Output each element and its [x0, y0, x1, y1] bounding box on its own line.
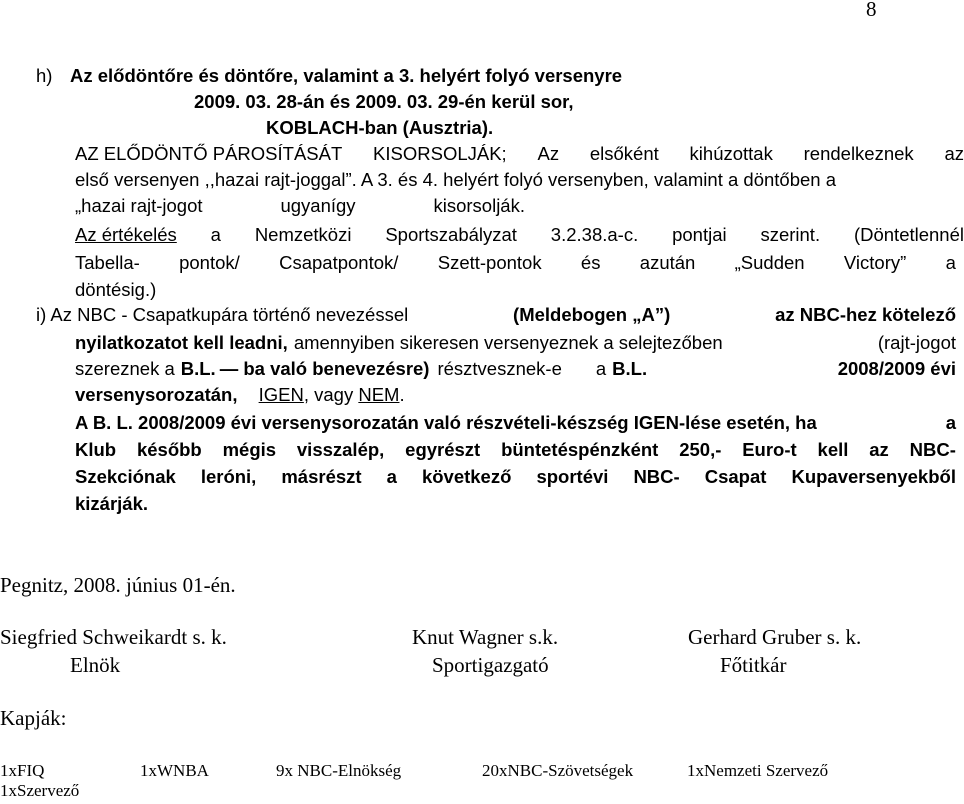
draw-word: kihúzottak: [689, 143, 773, 164]
entry-label: — ba való benevezésre): [219, 358, 430, 379]
draw-word: Az: [537, 143, 560, 164]
paragraph-word: az: [869, 439, 889, 460]
tabella-word: „Sudden: [734, 252, 805, 273]
recipient-item: 1xFIQ: [0, 761, 45, 780]
section-i-line-2: [75, 330, 956, 356]
eval-word: Nemzetközi: [254, 224, 352, 245]
section-h-marker: h): [36, 65, 53, 86]
line3-text: szereznek a: [75, 358, 175, 379]
draw-line-3: [75, 193, 525, 219]
paragraph-text: A B. L. 2008/2009 évi versenysorozatán való részvételi-készség IGEN-lése esetén, ha: [75, 412, 817, 433]
no-option: NEM: [358, 384, 400, 405]
eval-word: pontjai: [672, 224, 727, 245]
qualifier-text: amennyiben sikeresen versenyeznek a selejtezőben: [293, 332, 723, 353]
tabella-word: Tabella-: [75, 252, 140, 273]
draw-line-2: első versenyen ,,hazai rajt-joggal”. A 3. és 4. helyért folyó versenyben, valamint a döntőben a: [75, 169, 837, 190]
draw-word: rendelkeznek: [803, 143, 914, 164]
draw-word: AZ ELŐDÖNTŐ PÁROSÍTÁSÁT: [75, 143, 343, 164]
nbc-mandatory-label: az NBC-hez kötelező: [775, 304, 956, 325]
draw-word: elsőként: [589, 143, 659, 164]
series-label: versenysorozatán,: [75, 384, 238, 405]
section-i-line-4: [75, 382, 405, 408]
declaration-text: nyilatkozatot kell leadni,: [75, 332, 288, 353]
article-text: a: [595, 358, 607, 379]
bl-label: B.L.: [180, 358, 216, 379]
paragraph-word: visszalép,: [296, 439, 385, 460]
draw-word: „hazai rajt-jogot: [75, 195, 203, 216]
section-h-heading-1: Az elődöntőre és döntőre, valamint a 3. helyért folyó versenyre: [70, 65, 623, 86]
tabella-word: és: [580, 252, 601, 273]
paragraph-line-4: kizárják.: [75, 493, 149, 514]
paragraph-text: a: [945, 412, 956, 433]
participate-text: résztvesznek-e: [437, 358, 562, 379]
signatory-role-1: Elnök: [70, 653, 121, 677]
paragraph-line-2: [75, 437, 956, 463]
tabella-word: Csapatpontok/: [279, 252, 399, 273]
paragraph-word: 250,-: [679, 439, 722, 460]
season-label: 2008/2009 évi: [837, 358, 956, 379]
paragraph-word: kell: [817, 439, 849, 460]
place-date: Pegnitz, 2008. június 01-én.: [0, 573, 236, 597]
draw-word: kisorsolják.: [433, 195, 525, 216]
signatory-name-3: Gerhard Gruber s. k.: [688, 625, 862, 649]
tabella-word: pontok/: [179, 252, 240, 273]
eval-word: a: [210, 224, 221, 245]
paragraph-word: egyrészt: [405, 439, 481, 460]
or-text: , vagy: [303, 384, 354, 405]
evaluation-line: [75, 222, 964, 248]
dot-text: .: [399, 384, 405, 405]
paragraph-word: következő: [421, 466, 512, 487]
paragraph-line-1: [75, 410, 956, 436]
draw-line-1: [75, 141, 964, 167]
paragraph-word: Szekciónak: [75, 466, 176, 487]
section-i-prefix: i) Az NBC - Csapatkupára történő nevezéssel: [36, 304, 409, 325]
section-h-heading-3: KOBLACH-ban (Ausztria).: [266, 117, 494, 138]
paragraph-word: sportévi: [536, 466, 609, 487]
recipient-item: 1xWNBA: [140, 761, 209, 780]
paragraph-word: Csapat: [704, 466, 767, 487]
draw-word: az: [944, 143, 964, 164]
decision-line: döntésig.): [75, 279, 157, 300]
tabella-word: Victory”: [843, 252, 907, 273]
tabella-word: azután: [639, 252, 696, 273]
paragraph-word: Klub: [75, 439, 117, 460]
paragraph-word: a: [386, 466, 397, 487]
eval-word: Sportszabályzat: [385, 224, 517, 245]
signatory-role-2: Sportigazgató: [432, 653, 549, 677]
recipient-item: 9x NBC-Elnökség: [276, 761, 402, 780]
tabella-word: a: [945, 252, 956, 273]
paragraph-word: Euro-t: [742, 439, 797, 460]
recipient-item: 1xSzervező: [0, 781, 80, 800]
signatory-name-2: Knut Wagner s.k.: [412, 625, 559, 649]
signatory-role-3: Főtitkár: [720, 653, 787, 677]
paragraph-word: büntetéspénzként: [501, 439, 659, 460]
paragraph-word: leróni,: [200, 466, 257, 487]
yes-option: IGEN: [258, 384, 304, 405]
draw-word: ugyanígy: [280, 195, 356, 216]
paragraph-word: másrészt: [281, 466, 362, 487]
paragraph-word: NBC-: [633, 466, 680, 487]
eval-word: 3.2.38.a-c.: [550, 224, 639, 245]
recipients-label: Kapják:: [0, 706, 67, 730]
eval-word: szerint.: [760, 224, 821, 245]
draw-word: KISORSOLJÁK;: [373, 143, 507, 164]
evaluation-underlined: Az értékelés: [75, 224, 177, 245]
paragraph-line-3: [75, 464, 956, 490]
tabella-line: [75, 250, 956, 276]
bl-label-2: B.L.: [612, 358, 648, 379]
recipient-item: 1xNemzeti Szervező: [687, 761, 829, 780]
paragraph-word: később: [136, 439, 202, 460]
start-right-text: (rajt-jogot: [877, 332, 956, 353]
section-h-heading-2: 2009. 03. 28-án és 2009. 03. 29-én kerül sor,: [194, 91, 574, 112]
eval-word: (Döntetlennél: [853, 224, 964, 245]
paragraph-word: NBC-: [909, 439, 956, 460]
section-i-line-1: [36, 302, 956, 328]
signatory-name-1: Siegfried Schweikardt s. k.: [0, 625, 227, 649]
recipient-item: 20xNBC-Szövetségek: [482, 761, 634, 780]
paragraph-word: Kupaversenyekből: [791, 466, 956, 487]
paragraph-word: mégis: [222, 439, 277, 460]
tabella-word: Szett-pontok: [437, 252, 542, 273]
page-number: 8: [866, 0, 877, 21]
section-i-line-3: [75, 356, 956, 382]
meldebogen-label: (Meldebogen „A”): [513, 304, 671, 325]
